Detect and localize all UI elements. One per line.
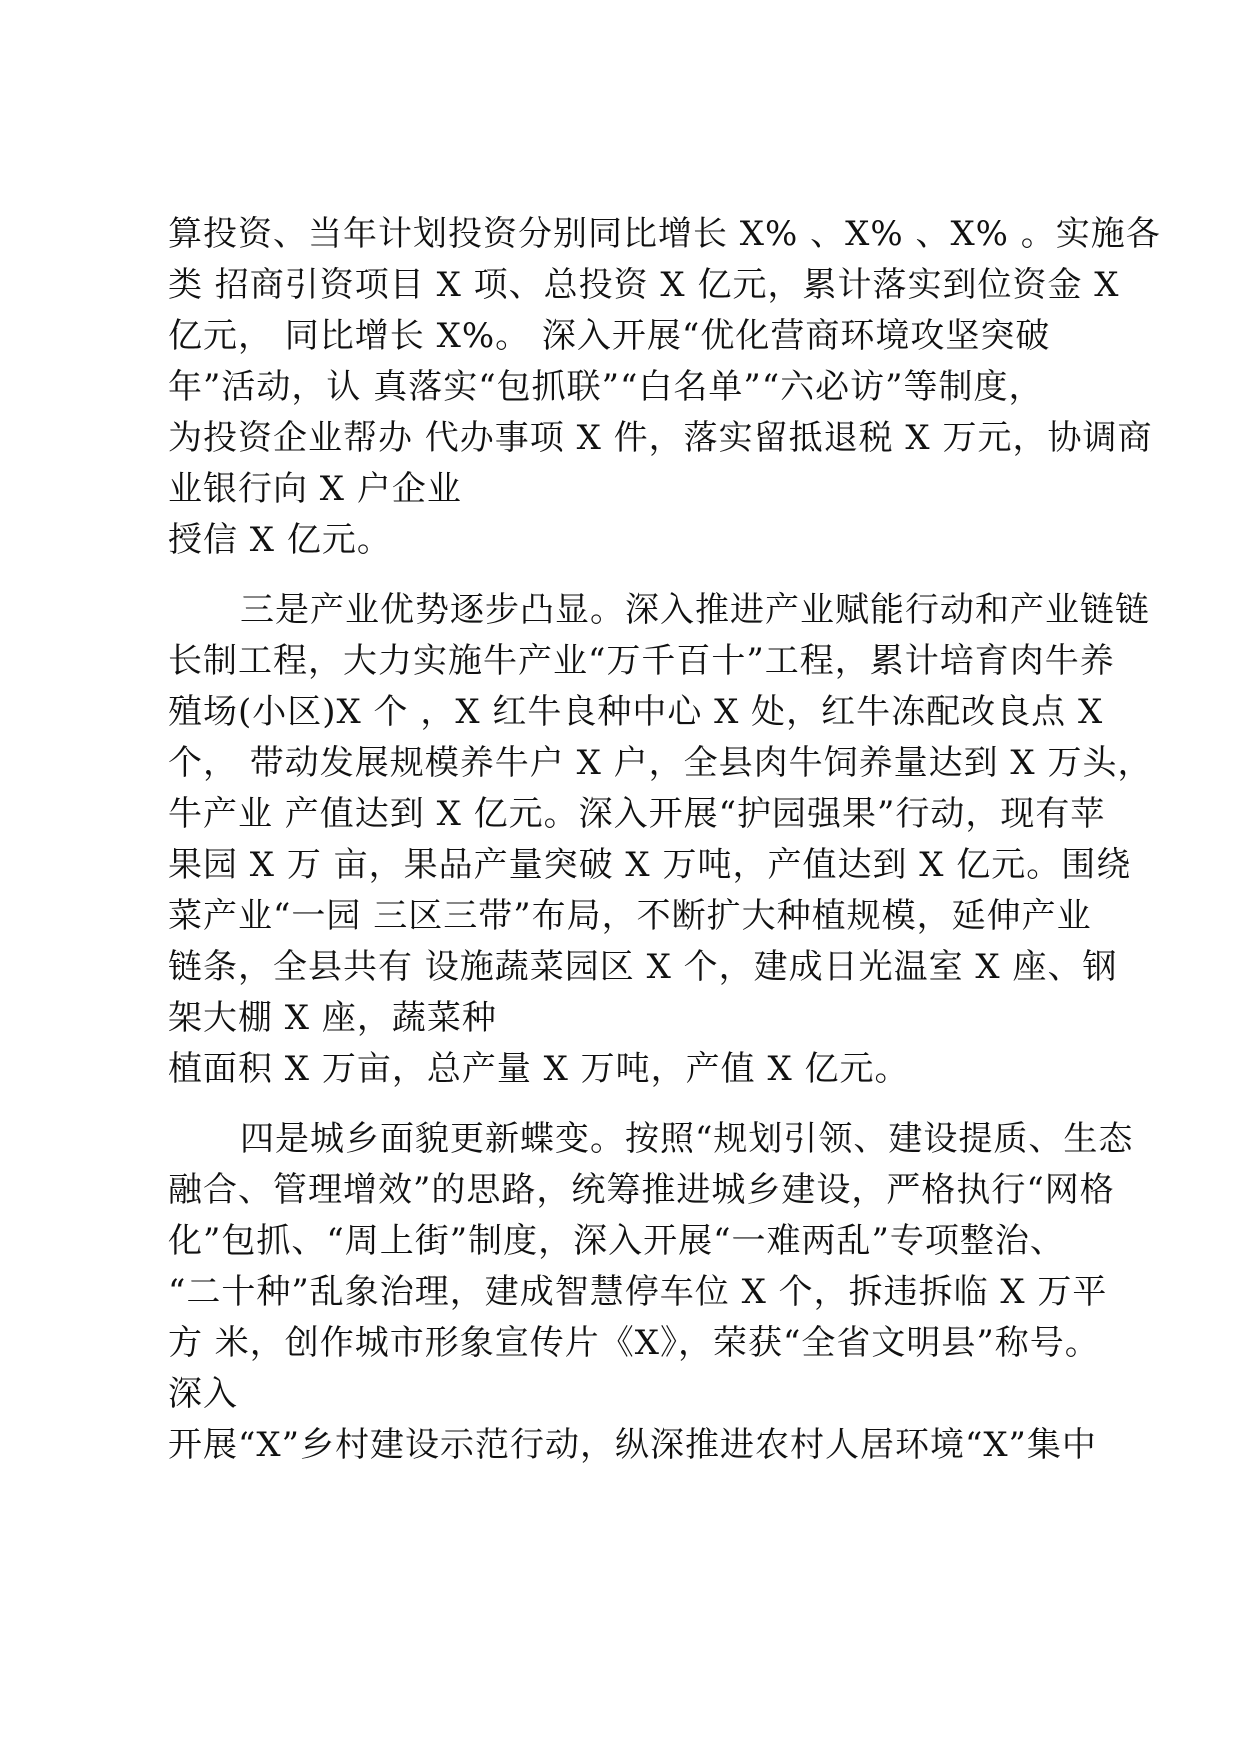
text-line: 融合、管理增效”的思路，统筹推进城乡建设，严格执行“网格 — [168, 1170, 1115, 1210]
text-line: 深入 — [168, 1374, 238, 1414]
text-line: 亿元， 同比增长 X%。 深入开展“优化营商环境攻坚突破 — [168, 316, 1051, 356]
text-line: 长制工程，大力实施牛产业“万千百十”工程，累计培育肉牛养 — [168, 641, 1115, 681]
text-line: 业银行向 X 户企业 — [168, 469, 462, 509]
text-line: 化”包抓、“周上街”制度，深入开展“一难两乱”专项整治、 — [168, 1221, 1065, 1261]
text-line: 授信 X 亿元。 — [168, 520, 392, 560]
text-line: 菜产业“一园 三区三带”布局，不断扩大种植规模，延伸产业 — [168, 896, 1092, 936]
paragraph-start-line: 四是城乡面貌更新蝶变。按照“规划引领、建设提质、生态 — [240, 1119, 1134, 1159]
text-line: 架大棚 X 座，蔬菜种 — [168, 998, 497, 1038]
paragraph-start-line: 三是产业优势逐步凸显。深入推进产业赋能行动和产业链链 — [240, 590, 1150, 630]
text-line: 果园 X 万 亩，果品产量突破 X 万吨，产值达到 X 亿元。围绕 — [168, 845, 1132, 885]
text-line: 个， 带动发展规模养牛户 X 户，全县肉牛饲养量达到 X 万头， — [168, 743, 1153, 783]
text-line: 链条，全县共有 设施蔬菜园区 X 个，建成日光温室 X 座、钢 — [168, 947, 1118, 987]
text-line: “二十种”乱象治理，建成智慧停车位 X 个，拆违拆临 X 万平 — [168, 1272, 1108, 1312]
text-line: 方 米，创作城市形象宣传片《X》，荣获“全省文明县”称号。 — [168, 1323, 1100, 1363]
text-line: 类 招商引资项目 X 项、总投资 X 亿元，累计落实到位资金 X — [168, 265, 1120, 305]
text-line: 开展“X”乡村建设示范行动，纵深推进农村人居环境“X”集中 — [168, 1425, 1097, 1465]
text-line: 年”活动，认 真落实“包抓联”“白名单”“六必访”等制度， — [168, 367, 1044, 407]
text-line: 为投资企业帮办 代办事项 X 件，落实留抵退税 X 万元，协调商 — [168, 418, 1153, 458]
text-line: 牛产业 产值达到 X 亿元。深入开展“护园强果”行动，现有苹 — [168, 794, 1106, 834]
text-line: 植面积 X 万亩，总产量 X 万吨，产值 X 亿元。 — [168, 1049, 910, 1089]
text-line: 殖场(小区)X 个 ，X 红牛良种中心 X 处，红牛冻配改良点 X — [168, 692, 1104, 732]
text-line: 算投资、当年计划投资分别同比增长 X% 、X% 、X% 。实施各 — [168, 214, 1161, 254]
